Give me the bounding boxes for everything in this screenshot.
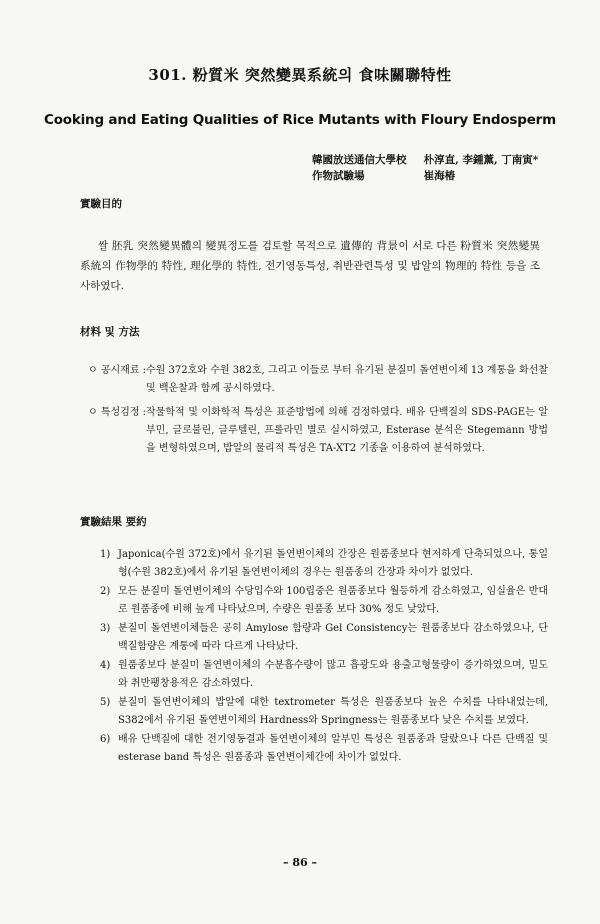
methods-item-label: ㅇ 특성검정 : [88,407,147,418]
section-heading-purpose: 實驗目的 [80,198,122,210]
paper-title: 301. 粉質米 突然變異系統의 食味關聯特性 [148,66,452,84]
result-number: 6) [100,734,111,745]
result-item [100,620,548,655]
result-item [100,583,548,618]
result-number: 3) [100,623,111,634]
affiliation-row [312,152,538,168]
results-list [100,546,548,768]
result-text: 분질미 돌연변이체들은 공히 Amylose 함량과 Gel Consistency는 원품종보다 감소하였으나, 단백질함량은 계통에 따라 다르게 나타났다. [118,623,548,652]
result-number: 4) [100,660,111,671]
result-number: 1) [100,549,111,560]
result-item [100,546,548,581]
methods-item [88,404,548,458]
result-text: Japonica(수원 372호)에서 유기된 돌연변이체의 간장은 원품종보다 현저하게 단축되었으나, 통일형(수원 382호)에서 유기된 돌연변이체의 경우는 원품종의 간장과 차이가 없었다. [118,549,548,578]
result-text: 분질미 돌연변이체의 밥알에 대한 textrometer 특성은 원품종보다 높은 수치를 나타내었는데, S382에서 유기된 돌연변이체의 Hardness와 Springness는 원품종보다 낮은 수치를 보였다. [118,697,548,726]
paper-subtitle: Cooking and Eating Qualities of Rice Mutants with Floury Endosperm [44,112,556,128]
affiliation-row [312,168,538,184]
purpose-paragraph: 쌀 胚乳 突然變異體의 變異정도를 검토할 목적으로 遺傳的 背景이 서로 다른 粉質米 突然變異 系統의 作物學的 特性, 理化學的 特性, 전기영동특성, 취반관련특성 및 밥알의 物理的 特性 등을 조사하였다. [80,240,540,292]
result-text: 모든 분질미 돌연변이체의 수당입수와 100립중은 원품종보다 월등하게 감소하였고, 임실율은 반대로 원품종에 비해 높게 나타났으며, 수량은 원품종 보다 30% 정도 낮았다. [118,586,548,615]
result-item [100,731,548,766]
result-item [100,657,548,692]
section-heading-results: 實驗結果 要約 [80,516,147,528]
methods-item-label: ㅇ 공시재료 : [88,365,147,376]
methods-item-text: 수원 372호와 수원 382호, 그리고 이들로 부터 유기된 분질미 돌연변이체 13 계통을 화선찰 및 백운찰과 함께 공시하였다. [146,365,548,394]
affiliation-names: 朴淳直, 李鍾薰, 丁南寅* [423,154,539,166]
page-number: – 86 – [283,856,317,869]
methods-item-text: 작물학적 및 이화학적 특성은 표준방법에 의해 검정하였다. 배유 단백질의 SDS-PAGE는 알부민, 글로불린, 글루텔린, 프롤라민 별로 실시하였고, Esterase 분석은 Stegemann 방법을 변형하였으며, 밥알의 물리적 특성은 TA-XT2 기종을 이용하여 분석하였다. [146,407,548,454]
result-number: 2) [100,586,111,597]
result-text: 배유 단백질에 대한 전기영동결과 돌연변이체의 알부민 특성은 원품종과 달랐으나 다른 단백질 및 esterase band 특성은 원품종과 돌연변이체간에 차이가 없었다. [118,734,548,763]
methods-item [88,362,548,398]
result-text: 원품종보다 분질미 돌연변이체의 수분흡수량이 많고 흡광도와 용출고형물량이 증가하였으며, 밀도와 취반팽창용적은 감소하였다. [118,660,548,689]
result-number: 5) [100,697,111,708]
affiliation-org: 韓國放送通信大學校 [312,154,407,166]
affiliation-names: 崔海椿 [423,170,456,182]
affiliation-org: 作物試驗場 [312,170,365,182]
affiliations [312,152,538,184]
result-item [100,694,548,729]
section-heading-methods: 材料 및 方法 [80,326,140,338]
